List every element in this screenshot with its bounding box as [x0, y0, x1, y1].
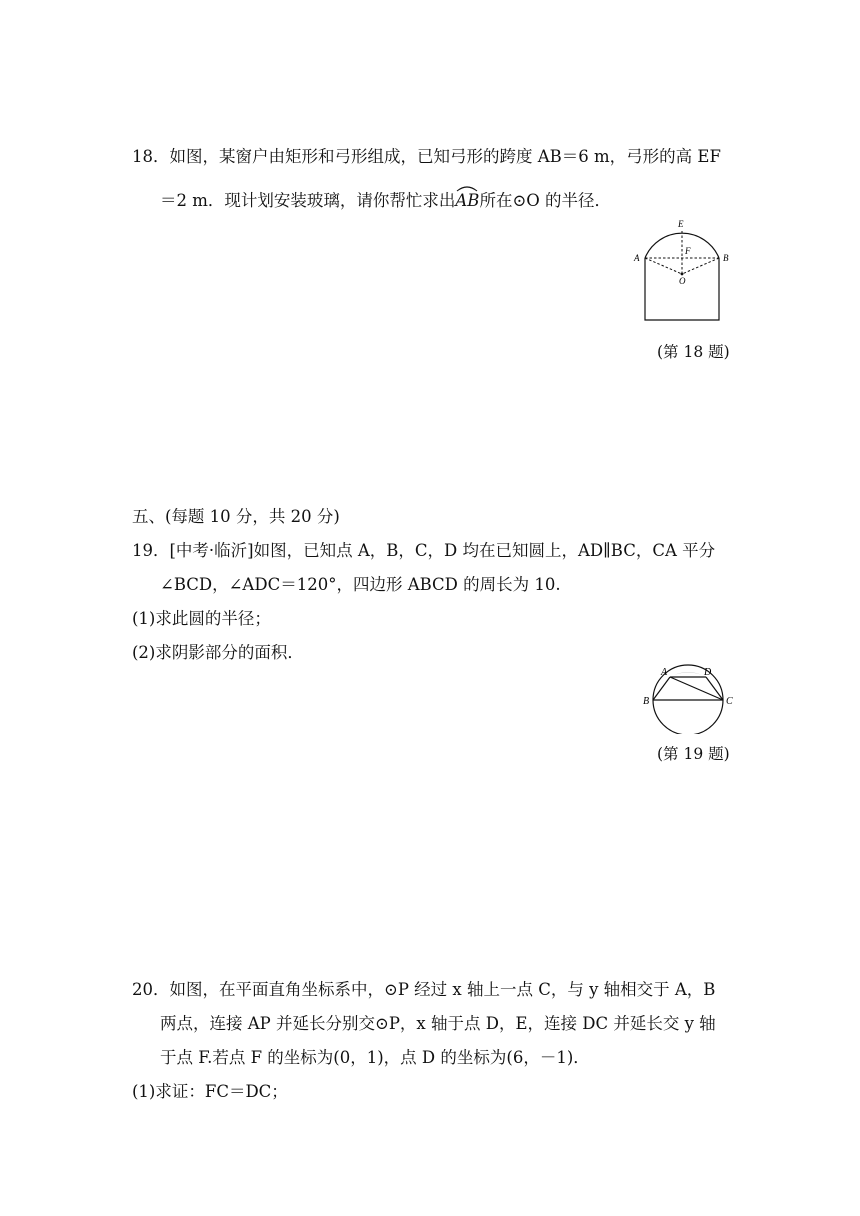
q18-line2	[160, 190, 611, 212]
q19-part1: (1)求此圆的半径；	[132, 609, 271, 628]
arc-overline-icon	[455, 184, 479, 192]
q20-line2: 两点，连接 AP 并延长分别交⊙P，x 轴于点 D，E，连接 DC 并延长交 y 轴	[160, 1014, 716, 1033]
q19-label-c: C	[726, 696, 733, 707]
q19-figure	[640, 662, 736, 734]
q18-arc-label: AB	[455, 191, 480, 210]
q18-figure	[628, 216, 738, 328]
q18-label-a: A	[634, 253, 640, 263]
q19-line2: ∠BCD，∠ADC＝120°，四边形 ABCD 的周长为 10.	[160, 575, 561, 594]
q18-dashed-bo	[682, 258, 719, 274]
q18-line2-post: 所在⊙O 的半径．	[479, 191, 612, 210]
q19-label-b: B	[643, 696, 650, 707]
q19-part2: (2)求阴影部分的面积．	[132, 643, 304, 662]
q20-line1: 20．如图，在平面直角坐标系中，⊙P 经过 x 轴上一点 C，与 y 轴相交于 A，B	[132, 980, 716, 999]
q19-line1: 19．[中考·临沂]如图，已知点 A，B，C，D 均在已知圆上，AD∥BC，CA 平分	[132, 541, 716, 560]
q19-caption: (第 19 题)	[657, 745, 730, 763]
q19-shaded-segment	[674, 672, 702, 675]
q19-label-d: D	[704, 667, 712, 678]
q18-label-f: F	[685, 246, 691, 256]
q20-part1: (1)求证：FC＝DC；	[132, 1082, 288, 1101]
q18-label-b: B	[723, 253, 729, 263]
q18-label-o: O	[679, 276, 686, 286]
q20-line3: 于点 F.若点 F 的坐标为(0，1)，点 D 的坐标为(6，－1)．	[160, 1048, 590, 1067]
section5-header: 五、(每题 10 分，共 20 分)	[132, 507, 340, 526]
q18-caption: (第 18 题)	[657, 343, 730, 361]
q18-dashed-ao	[645, 258, 682, 274]
q19-label-a: A	[661, 667, 668, 678]
arc-ab-notation	[455, 190, 479, 212]
q18-line2-pre: ＝2 m．现计划安装玻璃，请你帮忙求出	[160, 191, 456, 210]
q18-label-e: E	[678, 219, 684, 229]
q18-line1: 18．如图，某窗户由矩形和弓形组成，已知弓形的跨度 AB＝6 m，弓形的高 EF	[132, 147, 721, 166]
